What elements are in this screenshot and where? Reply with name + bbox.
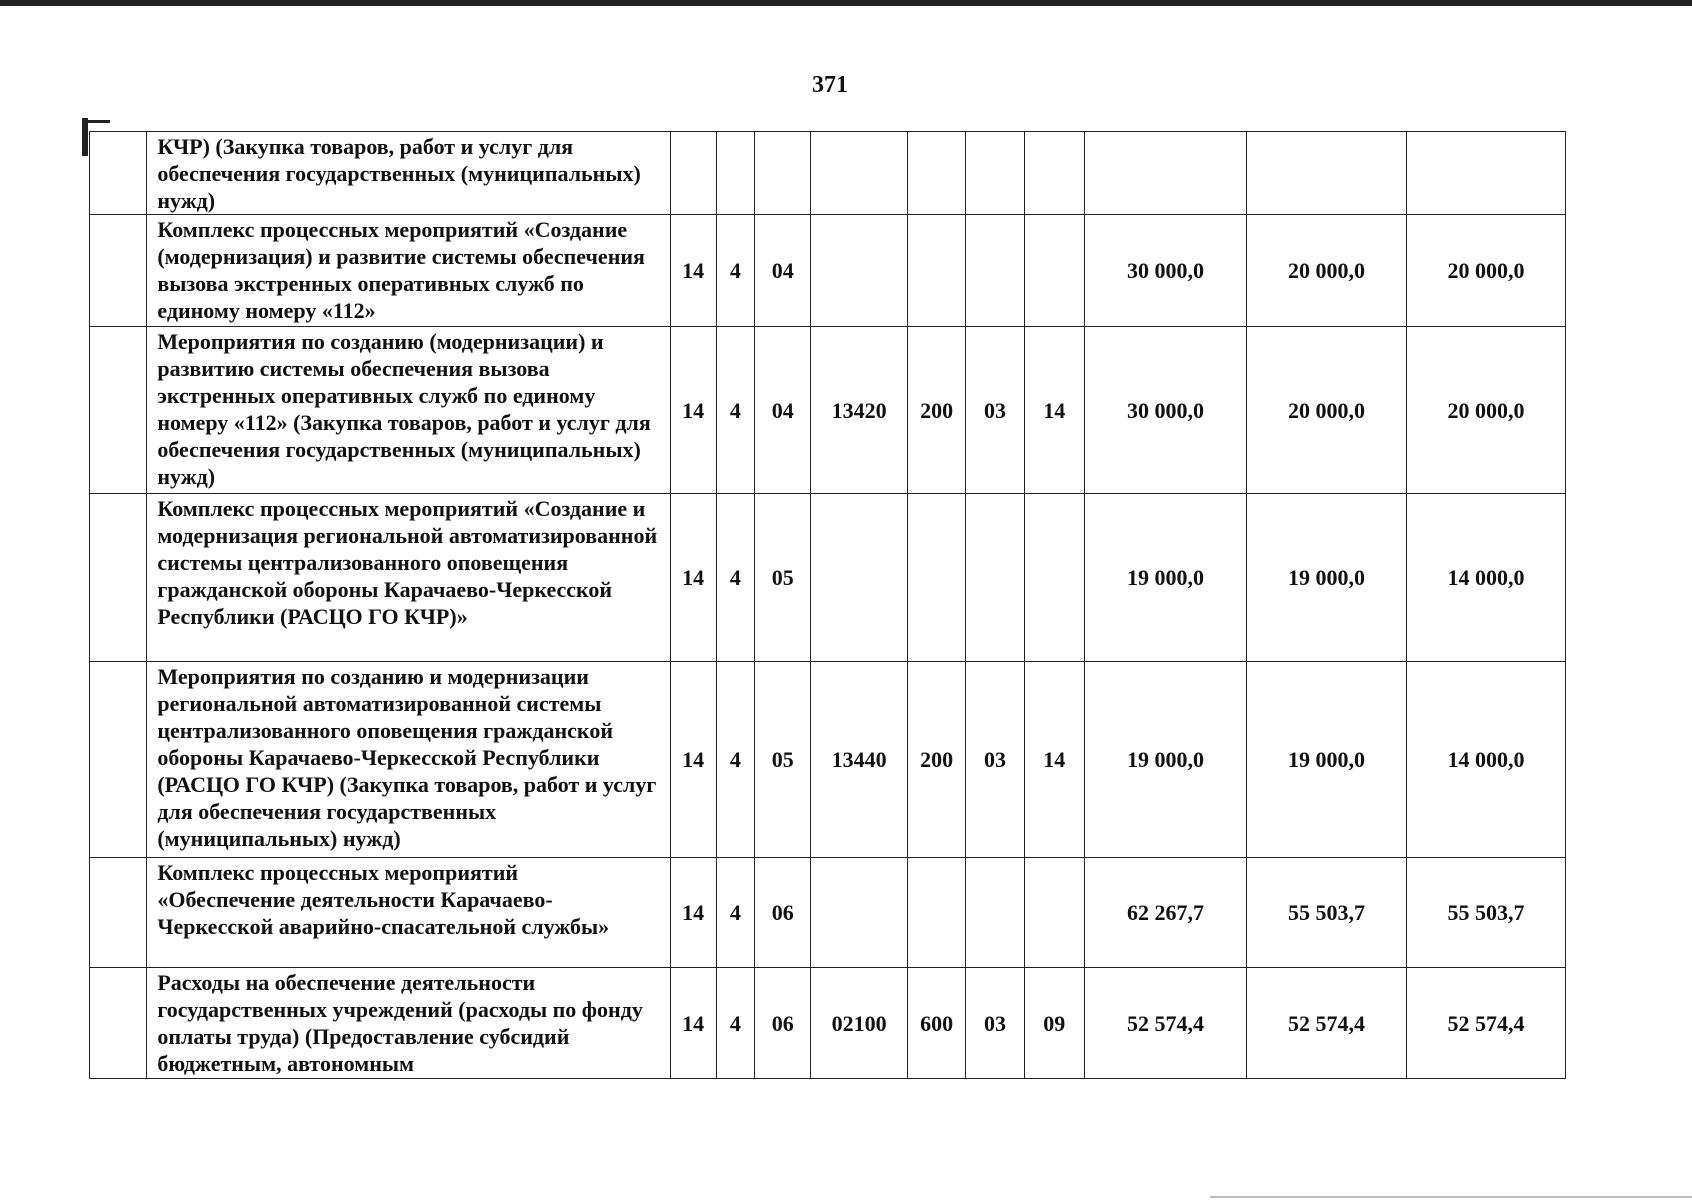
amount-year-3: 14 000,0	[1406, 662, 1565, 858]
code-cell-4	[811, 858, 908, 968]
code-cell-2: 4	[716, 215, 754, 327]
code-cell-6	[966, 494, 1024, 662]
code-cell-6	[966, 132, 1024, 215]
code-cell-5	[907, 215, 965, 327]
item-name-cell: КЧР) (Закупка товаров, работ и услуг для обеспечения государственных (муниципальных) нужд)	[147, 132, 670, 215]
item-name-cell: Комплекс процессных мероприятий «Обеспечение деятельности Карачаево-Черкесской аварийно-спасательной службы»	[147, 858, 670, 968]
row-number-cell	[90, 494, 147, 662]
item-name-cell: Комплекс процессных мероприятий «Создание (модернизация) и развитие системы обеспечения вызова экстренных оперативных служб по единому номеру «112»	[147, 215, 670, 327]
table-row	[90, 132, 1566, 215]
row-number-cell	[90, 327, 147, 494]
code-cell-2: 4	[716, 858, 754, 968]
code-cell-1: 14	[670, 327, 716, 494]
code-cell-6	[966, 215, 1024, 327]
code-cell-1: 14	[670, 858, 716, 968]
code-cell-1: 14	[670, 662, 716, 858]
code-cell-3	[755, 132, 811, 215]
code-cell-4: 02100	[811, 968, 908, 1079]
amount-year-2: 52 574,4	[1246, 968, 1406, 1079]
code-cell-7	[1024, 494, 1084, 662]
table-row	[90, 662, 1566, 858]
item-name-cell: Мероприятия по созданию и модернизации региональной автоматизированной системы централизованного оповещения гражданской обороны Карачаево-Черкесской Республики (РАСЦО ГО КЧР) (Закупка товаров, работ и услуг для обеспечения государственных (муниципальных) нужд)	[147, 662, 670, 858]
code-cell-1: 14	[670, 968, 716, 1079]
amount-year-1: 30 000,0	[1084, 327, 1246, 494]
code-cell-4: 13420	[811, 327, 908, 494]
code-cell-4	[811, 132, 908, 215]
amount-year-1: 52 574,4	[1084, 968, 1246, 1079]
code-cell-6: 03	[966, 327, 1024, 494]
amount-year-1: 19 000,0	[1084, 494, 1246, 662]
code-cell-2: 4	[716, 494, 754, 662]
item-name-cell: Комплекс процессных мероприятий «Создание и модернизация региональной автоматизированной системы централизованного оповещения гражданской обороны Карачаево-Черкесской Республики (РАСЦО ГО КЧР)»	[147, 494, 670, 662]
code-cell-7: 14	[1024, 662, 1084, 858]
code-cell-4	[811, 215, 908, 327]
table-row	[90, 494, 1566, 662]
amount-year-2: 19 000,0	[1246, 494, 1406, 662]
amount-year-2	[1246, 132, 1406, 215]
code-cell-5	[907, 858, 965, 968]
code-cell-3: 04	[755, 215, 811, 327]
code-cell-2: 4	[716, 968, 754, 1079]
code-cell-7	[1024, 215, 1084, 327]
amount-year-1	[1084, 132, 1246, 215]
row-number-cell	[90, 858, 147, 968]
code-cell-5: 200	[907, 327, 965, 494]
code-cell-1: 14	[670, 215, 716, 327]
amount-year-3: 52 574,4	[1406, 968, 1565, 1079]
corner-mark	[82, 118, 88, 156]
table-row	[90, 327, 1566, 494]
code-cell-2	[716, 132, 754, 215]
page-number: 371	[812, 72, 848, 98]
amount-year-2: 20 000,0	[1246, 327, 1406, 494]
code-cell-2: 4	[716, 662, 754, 858]
amount-year-3	[1406, 132, 1565, 215]
top-border-rule	[0, 0, 1692, 6]
code-cell-6	[966, 858, 1024, 968]
amount-year-3: 14 000,0	[1406, 494, 1565, 662]
code-cell-3: 04	[755, 327, 811, 494]
table-row	[90, 858, 1566, 968]
code-cell-6: 03	[966, 662, 1024, 858]
amount-year-1: 30 000,0	[1084, 215, 1246, 327]
code-cell-3: 06	[755, 968, 811, 1079]
amount-year-1: 19 000,0	[1084, 662, 1246, 858]
code-cell-4	[811, 494, 908, 662]
budget-table	[89, 131, 1566, 1079]
amount-year-3: 20 000,0	[1406, 215, 1565, 327]
code-cell-5: 600	[907, 968, 965, 1079]
corner-mark-tick	[82, 120, 110, 123]
code-cell-5	[907, 494, 965, 662]
code-cell-3: 05	[755, 494, 811, 662]
item-name-cell: Расходы на обеспечение деятельности государственных учреждений (расходы по фонду оплаты труда) (Предоставление субсидий бюджетным, автономным	[147, 968, 670, 1079]
code-cell-2: 4	[716, 327, 754, 494]
bottom-scan-line	[1210, 1196, 1692, 1198]
table-row	[90, 968, 1566, 1079]
row-number-cell	[90, 215, 147, 327]
code-cell-5	[907, 132, 965, 215]
amount-year-2: 20 000,0	[1246, 215, 1406, 327]
row-number-cell	[90, 968, 147, 1079]
amount-year-2: 19 000,0	[1246, 662, 1406, 858]
code-cell-7	[1024, 132, 1084, 215]
code-cell-1	[670, 132, 716, 215]
amount-year-3: 55 503,7	[1406, 858, 1565, 968]
code-cell-3: 06	[755, 858, 811, 968]
code-cell-6: 03	[966, 968, 1024, 1079]
code-cell-4: 13440	[811, 662, 908, 858]
code-cell-7: 09	[1024, 968, 1084, 1079]
row-number-cell	[90, 662, 147, 858]
table-row	[90, 215, 1566, 327]
amount-year-3: 20 000,0	[1406, 327, 1565, 494]
code-cell-3: 05	[755, 662, 811, 858]
code-cell-7: 14	[1024, 327, 1084, 494]
amount-year-2: 55 503,7	[1246, 858, 1406, 968]
item-name-cell: Мероприятия по созданию (модернизации) и развитию системы обеспечения вызова экстренных оперативных служб по единому номеру «112» (Закупка товаров, работ и услуг для обеспечения государственных (муниципальных) нужд)	[147, 327, 670, 494]
code-cell-1: 14	[670, 494, 716, 662]
row-number-cell	[90, 132, 147, 215]
code-cell-7	[1024, 858, 1084, 968]
code-cell-5: 200	[907, 662, 965, 858]
amount-year-1: 62 267,7	[1084, 858, 1246, 968]
